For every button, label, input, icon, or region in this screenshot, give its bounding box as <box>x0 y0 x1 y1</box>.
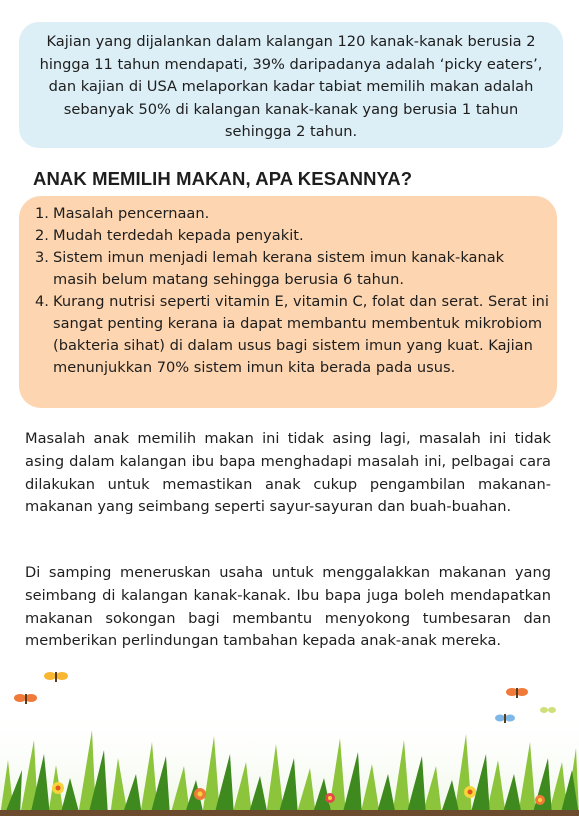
intro-text: Kajian yang dijalankan dalam kalangan 120 kanak-kanak berusia 2 hingga 11 tahun mendapati, 39% daripadanya adalah ‘picky eaters’, dan kajian di USA melaporkan kadar tabiat memilih makan adalah sebanyak 50% di kalangan kanak-kanak yang berusia 1 tahun sehingga 2 tahun. <box>39 33 543 140</box>
list-item-text: Sistem imun menjadi lemah kerana sistem imun kanak-kanak masih belum matang sehingga berusia 6 tahun. <box>53 249 505 288</box>
list-number: 1. <box>35 205 49 222</box>
list-item <box>35 225 549 247</box>
list-number: 4. <box>35 293 49 310</box>
intro-box <box>19 22 563 148</box>
list-item <box>35 247 549 291</box>
section-heading: ANAK MEMILIH MAKAN, APA KESANNYA? <box>33 168 413 189</box>
effects-box <box>19 196 557 408</box>
body-paragraph-2: Di samping meneruskan usaha untuk menggalakkan makanan yang seimbang di kalangan kanak-kanak. Ibu bapa juga boleh mendapatkan makanan sokongan bagi membantu menyokong tumbesaran dan memberikan perlindungan tambahan kepada anak-anak mereka. <box>25 564 551 650</box>
effects-list <box>35 203 549 379</box>
list-item-text: Masalah pencernaan. <box>53 205 210 222</box>
grass-illustration <box>0 670 579 816</box>
list-number: 2. <box>35 227 49 244</box>
list-item-text: Mudah terdedah kepada penyakit. <box>53 227 304 244</box>
list-item-text: Kurang nutrisi seperti vitamin E, vitamin C, folat dan serat. Serat ini sangat penting kerana ia dapat membantu membentuk mikrobiom (bakteria sihat) di dalam usus bagi sistem imun yang kuat. Kajian menunjukkan 70% sistem imun kita berada pada usus. <box>53 293 549 376</box>
body-paragraph-1: Masalah anak memilih makan ini tidak asing lagi, masalah ini tidak asing dalam kalangan ibu bapa menghadapi masalah ini, pelbagai cara dilakukan untuk memastikan anak cukup pengambilan makanan-makanan yang seimbang seperti sayur-sayuran dan buah-buahan. <box>25 430 551 516</box>
list-item <box>35 291 549 379</box>
list-number: 3. <box>35 249 49 266</box>
list-item <box>35 203 549 225</box>
